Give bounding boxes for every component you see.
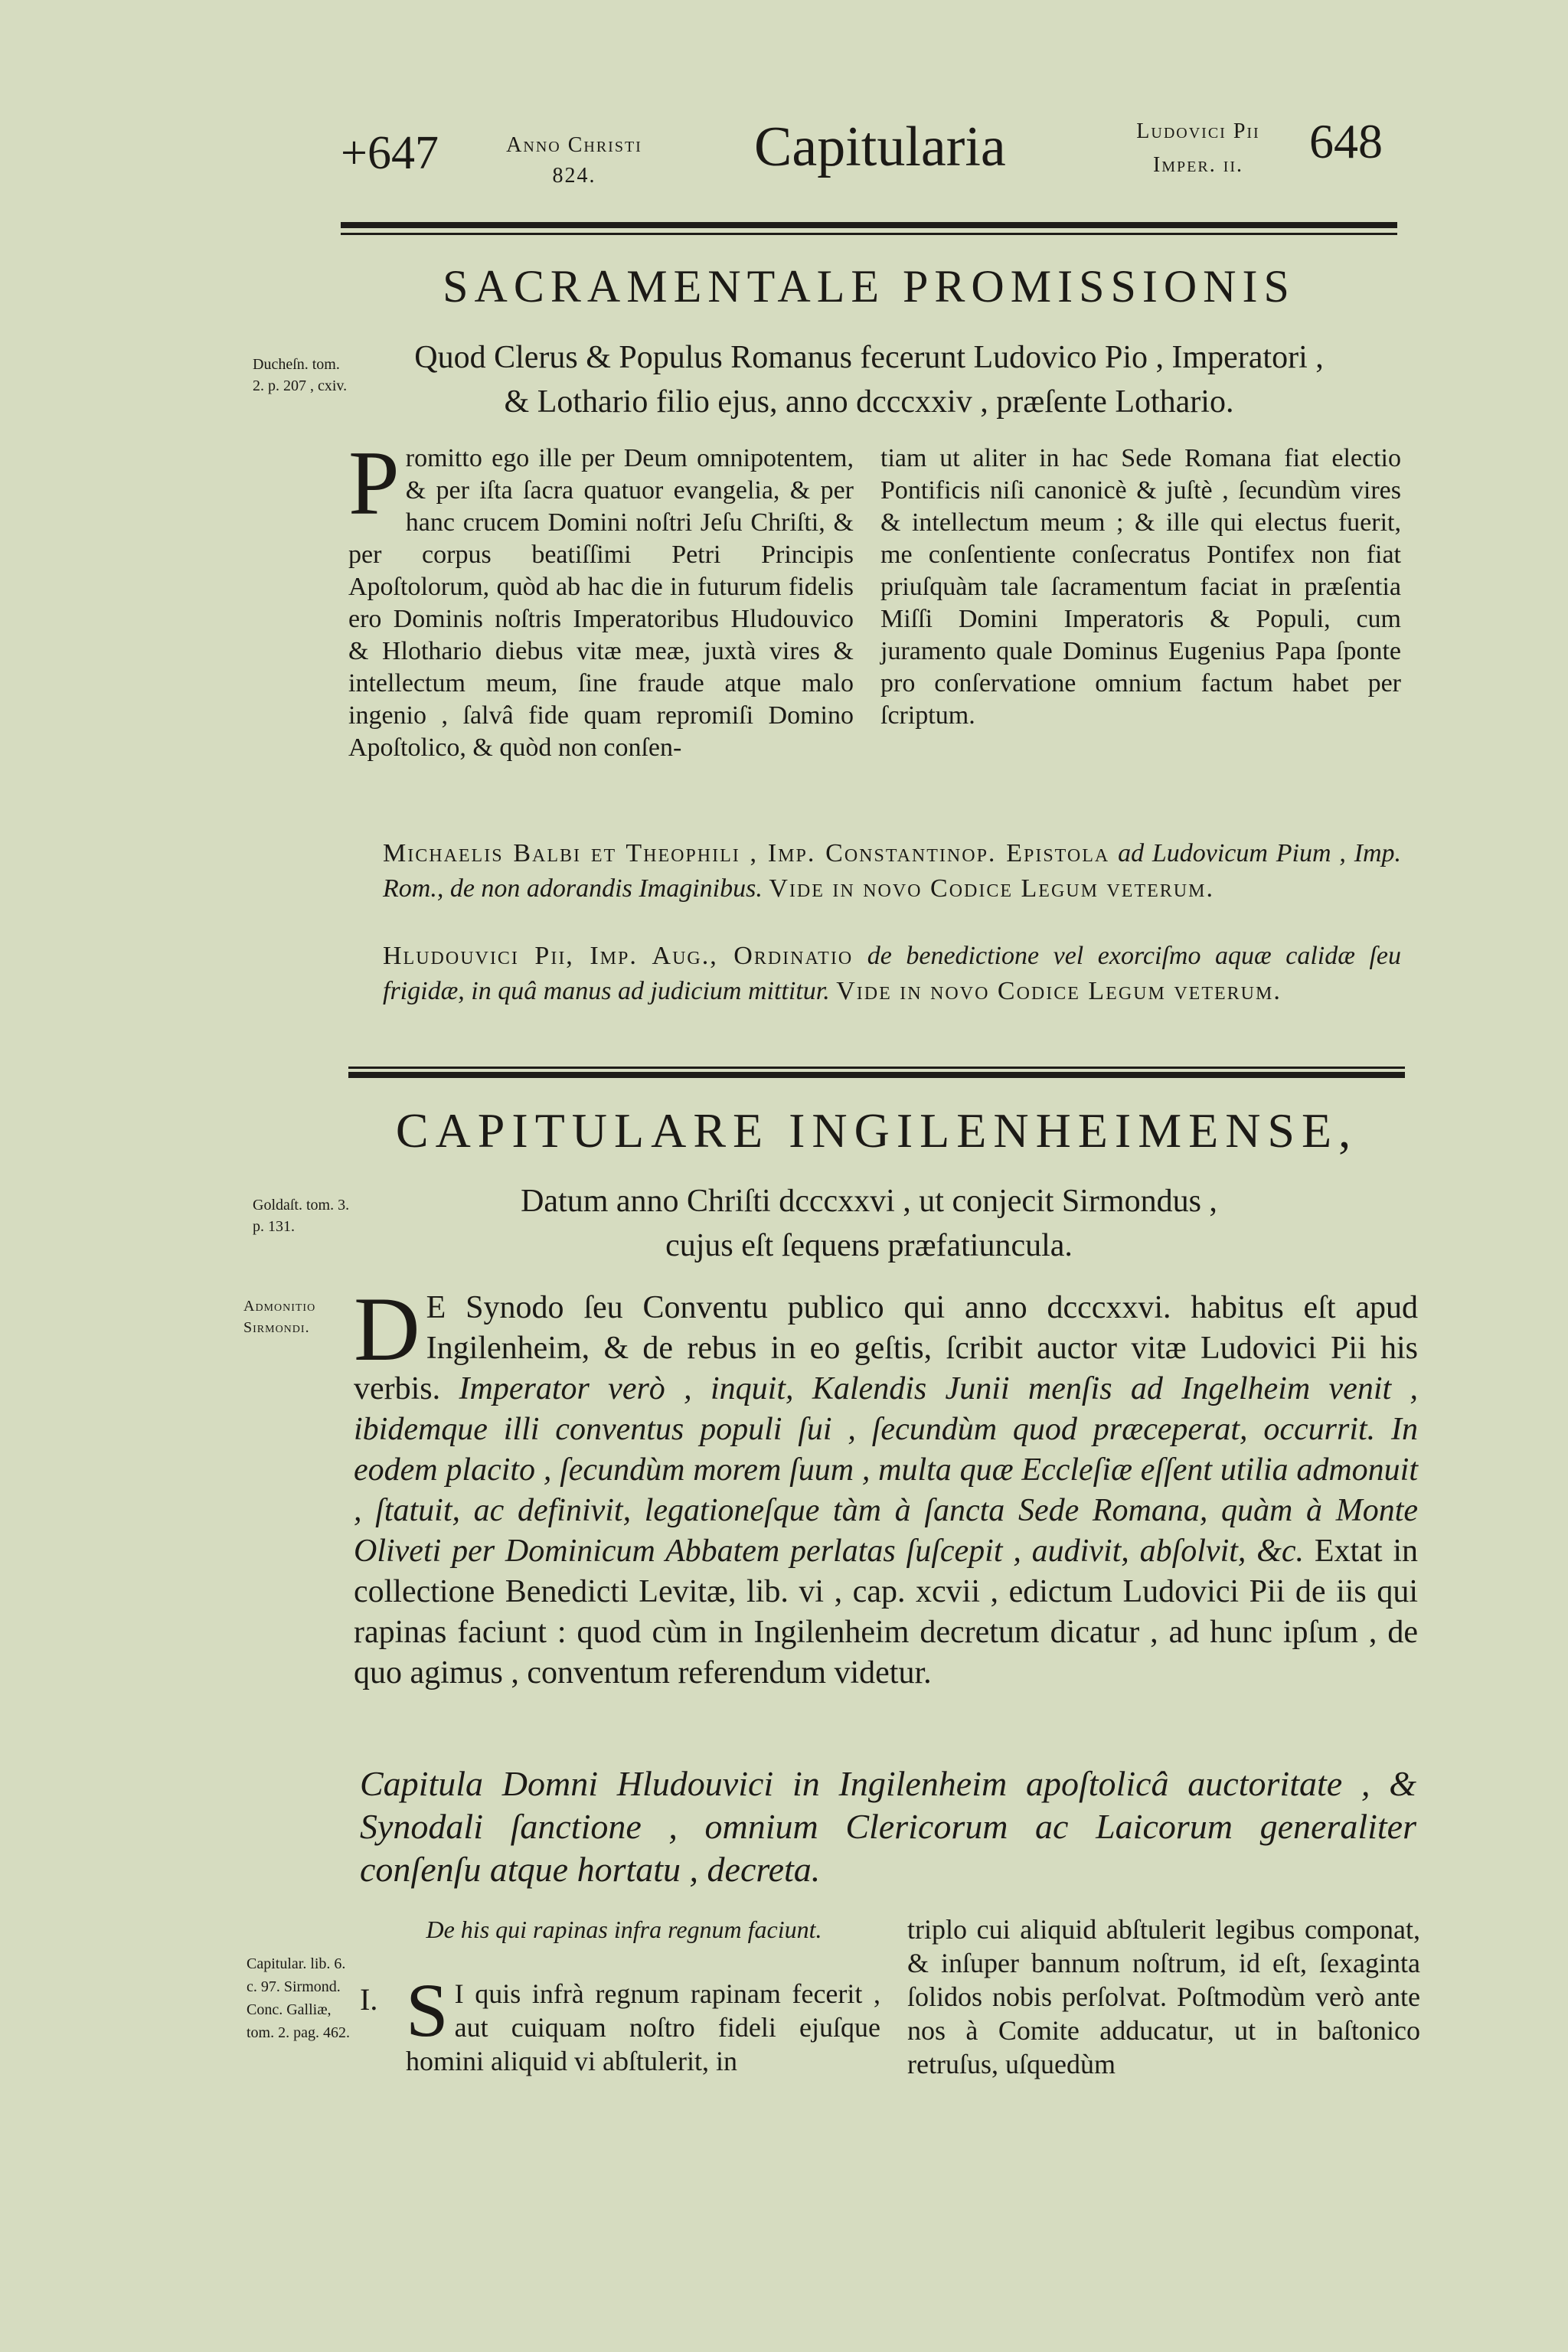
admonitio-text-c: Extat in collectione Benedicti Levitæ, lib. vi , cap. xcvii , edictum Ludovici Pii de iis qui rapinas faciunt : quod cùm in Ingilenheim decretum dicatur , ad hunc ipſum , de quo agimus , conventum referendum videtur. — [354, 1534, 1418, 1690]
admonitio-text-a: E Synodo ſeu Conventu publico qui anno dcccxxvi. habitus eſt apud Ingilenheim, & de rebus in eo geſtis, ſcribit auctor vitæ Ludovici Pii his verbis. — [354, 1290, 1418, 1406]
dropcap-p: P — [348, 432, 400, 534]
item-number: I. — [360, 1982, 378, 2017]
section1-subtitle — [337, 335, 1401, 424]
running-title: Capitularia — [754, 116, 1006, 178]
imperium-year: Imper. ii. — [1152, 153, 1244, 177]
left-page-number: +647 — [341, 127, 439, 179]
admonitio-paragraph — [354, 1278, 1419, 1694]
dropcap-s: S — [406, 1968, 449, 2053]
margin-note-duchesne: Ducheſn. tom. 2. p. 207 , cxiv. — [253, 356, 348, 394]
section-rule-thick — [348, 1072, 1405, 1078]
section2-column-left — [406, 1968, 880, 2078]
header-rule-thin — [341, 233, 1397, 235]
margin-note-goldast: Goldaſt. tom. 3. p. 131. — [253, 1197, 350, 1235]
anno-christi — [471, 130, 678, 191]
ordinatio-author: Hludouvici Pii, Imp. Aug., Ordinatio — [383, 942, 854, 970]
ordinatio-title: de benedictione vel exorciſmo aquæ calidæ ſeu frigidæ, in quâ manus ad judicium mittitur. — [383, 942, 1401, 1005]
right-page-number: 648 — [1309, 114, 1383, 168]
admonitio-quote: Imperator verò , inquit, Kalendis Junii menſis ad Ingelheim venit , ibidemque illi conventus populi ſui , ſecundùm quod præceperat, occurrit. In eodem placito , ſecundùm morem ſuum , multa quæ Eccleſiæ eſſent utilia admonuit , ſtatuit, ac definivit, legationeſque tàm à ſancta Sede Romana, quàm à Monte Oliveti per Dominicum Abbatem perlatas ſuſcepit , audivit, abſolvit, &c. — [354, 1371, 1419, 1569]
ludovici-header — [1087, 115, 1309, 182]
section2-heading: CAPITULARE INGILENHEIMENSE, — [395, 1103, 1358, 1158]
dropcap-d: D — [354, 1278, 420, 1380]
header-rule-thick — [341, 222, 1397, 228]
capitula-text: Capitula Domni Hludouvici in Ingilenheim apoſtolicâ auctoritate , & Synodali ſanctione , omnium Clericorum ac Laicorum generaliter conſenſu atque hortatu , decreta. — [360, 1764, 1416, 1889]
section1-subtitle-line2: & Lothario filio ejus, anno dcccxxiv , præſente Lothario. — [504, 384, 1234, 420]
ordinatio-reference: Vide in novo Codice Legum veterum. — [836, 977, 1282, 1005]
margin-note-capitular: Capitular. lib. 6. c. 97. Sirmond. Conc. Galliæ, tom. 2. pag. 462. — [247, 1955, 350, 2041]
section2-subtitle-line1: Datum anno Chriſti dcccxxvi , ut conjecit Sirmondus , — [521, 1184, 1217, 1219]
section1-column-left — [348, 432, 854, 764]
capitula-heading — [360, 1762, 1416, 1891]
epistola-notice — [383, 836, 1401, 906]
section1-right-text: tiam ut aliter in hac Sede Romana fiat electio Pontificis niſi canonicè & juſtè , ſecundùm vires & intellectum meum ; & ille qui electus fuerit, me conſentiente conſecratus Pontifex non fiat priuſquàm tale ſacramentum faciat in præſentia Miſſi Domini Imperatoris & Populi, cum juramento quale Dominus Eugenius Papa ſponte pro conſervatione omnium factum habet per ſcriptum. — [880, 444, 1401, 730]
anno-year: 824. — [552, 164, 596, 188]
rapinas-column-heading: De his qui rapinas infra regnum faciunt. — [426, 1916, 822, 1943]
section2-subtitle — [360, 1179, 1378, 1268]
section2-left-text: I quis infrà regnum rapinam fecerit , aut cuiquam noſtro fideli ejuſque homini aliquid vi abſtulerit, in — [406, 1978, 880, 2076]
epistola-authors: Michaelis Balbi et Theophili , Imp. Constantinop. Epistola — [383, 839, 1110, 867]
section2-right-text: triplo cui aliquid abſtulerit legibus componat, & inſuper bannum noſtrum, id eſt, ſexaginta ſolidos nobis perſolvat. Poſtmodùm verò ante nos à Comite adducatur, ut in baſtonico retruſus, uſquedùm — [907, 1914, 1420, 2079]
section1-column-right — [880, 443, 1401, 732]
epistola-reference: Vide in novo Codice Legum veterum. — [769, 874, 1214, 903]
section1-heading: SACRAMENTALE PROMISSIONIS — [443, 261, 1295, 312]
anno-label: Anno Christi — [506, 133, 642, 157]
epistola-title: ad Ludovicum Pium , Imp. Rom., de non adorandis Imaginibus. — [383, 839, 1402, 903]
section-rule-thin — [348, 1067, 1405, 1069]
section2-column-right — [907, 1913, 1420, 2081]
ordinatio-notice — [383, 939, 1401, 1009]
section1-left-text: romitto ego ille per Deum omnipotentem, & per iſta ſacra quatuor evangelia, & per hanc crucem Domini noſtri Jeſu Chriſti, & per corpus beatiſſimi Petri Principis Apoſtolorum, quòd ab hac die in futurum fidelis ero Dominis noſtris Imperatoribus Hludouvico & Hlothario diebus vitæ meæ, juxtà vires & intellectum meum, ſine fraude atque malo ingenio , ſalvâ fide quam repromiſi Domino Apoſtolico, & quòd non conſen- — [348, 444, 854, 762]
ludovici-name: Ludovici Pii — [1136, 119, 1260, 143]
section1-subtitle-line1: Quod Clerus & Populus Romanus fecerunt Ludovico Pio , Imperatori , — [414, 340, 1324, 375]
section2-subtitle-line2: cujus eſt ſequens præfatiuncula. — [665, 1228, 1073, 1263]
margin-note-admonitio: Admonitio Sirmondi. — [243, 1298, 316, 1336]
